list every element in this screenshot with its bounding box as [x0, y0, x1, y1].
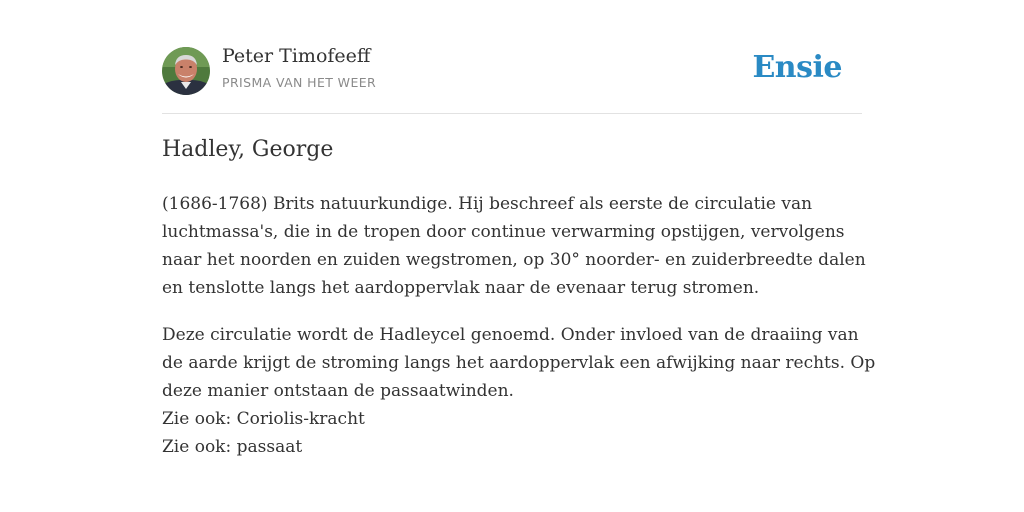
author-source[interactable]: PRISMA VAN HET WEER [222, 75, 377, 90]
entry-paragraph-1 [162, 190, 866, 302]
paragraph-line: (1686-1768) Brits natuurkundige. Hij beschreef als eerste de circulatie van [162, 194, 813, 214]
entry-paragraph-2 [162, 321, 876, 461]
entry-header [162, 0, 862, 114]
paragraph-line: luchtmassa's, die in de tropen door continue verwarming opstijgen, vervolgens [162, 222, 845, 242]
paragraph-line: Deze circulatie wordt de Hadleycel genoemd. Onder invloed van de draaiing van [162, 325, 859, 345]
author-avatar[interactable] [162, 47, 210, 95]
paragraph-line: deze manier ontstaan de passaatwinden. [162, 381, 514, 401]
paragraph-line: naar het noorden en zuiden wegstromen, op 30° noorder- en zuiderbreedte dalen [162, 250, 866, 270]
ensie-logo[interactable]: Ensie [752, 50, 842, 85]
entry-title: Hadley, George [162, 137, 334, 162]
see-also-passaat: Zie ook: passaat [162, 437, 303, 457]
see-also-coriolis: Zie ook: Coriolis-kracht [162, 409, 365, 429]
paragraph-line: de aarde krijgt de stroming langs het aardoppervlak een afwijking naar rechts. Op [162, 353, 876, 373]
author-name[interactable]: Peter Timofeeff [222, 45, 371, 67]
paragraph-line: en tenslotte langs het aardoppervlak naar de evenaar terug stromen. [162, 278, 760, 298]
author-photo [162, 47, 210, 95]
entry-card [162, 0, 876, 457]
